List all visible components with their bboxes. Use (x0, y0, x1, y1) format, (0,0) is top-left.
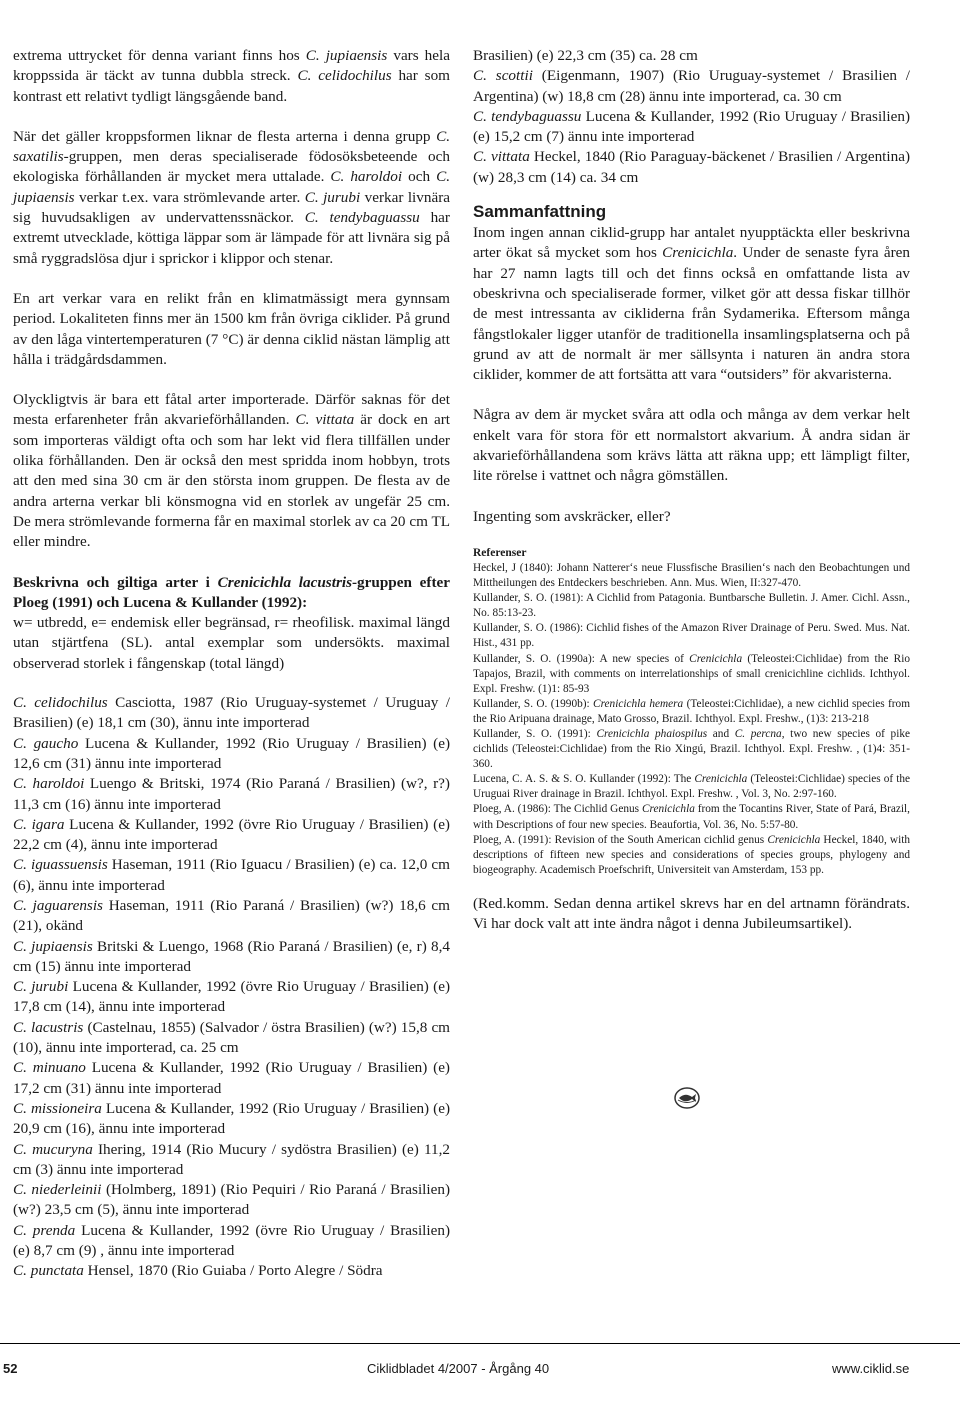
species-entry: Brasilien) (e) 22,3 cm (35) ca. 28 cm (473, 47, 698, 64)
species-entry: C. haroldoi Luengo & Britski, 1974 (Rio Paraná / Brasilien) (w?, r?) 11,3 cm (16) ännu inte importerad (13, 775, 450, 813)
species-entry: C. punctata Hensel, 1870 (Rio Guiaba / Porto Alegre / Södra (13, 1262, 383, 1280)
footer-rule (0, 1343, 960, 1344)
intro-paragraph-4: Olyckligtvis är bara ett fåtal arter importerade. Därför saknas för det mesta erfarenheter från akvarieförhållanden. C. vittata är dock en art som importeras väldigt ofta och som har lekt vid flera tillfällen under olika förhållanden. Den är också den mest spridda inom hobbyn, trots att den med sina 30 cm är den största inom gruppen. De flesta av de andra arterna verkar bli könsmogna vid en storlek av ungefär 25 cm. De mera strömlevande formerna får en maximal storlek av ca 20 cm TL eller mindre. (13, 391, 450, 551)
species-entry: C. tendybaguassu Lucena & Kullander, 1992 (Rio Uruguay / Brasilien) (e) 15,2 cm (7) ännu inte importerad (473, 107, 911, 146)
reference-entry: Kullander, S. O. (1990b): Crenicichla hemera (Teleostei:Cichlidae), a new cichlid species from the Rio Aripuana drainage, Mato Grosso, Brazil. Ichthyol. Expl. Freshw., (1)3: 213-218 (473, 697, 910, 725)
magazine-issue: Ciklidbladet 4/2007 - Årgång 40 (367, 1361, 550, 1376)
species-entry: C. iguassuensis Haseman, 1911 (Rio Iguacu / Brasilien) (e) ca. 12,0 cm (6), ännu inte importerad (13, 856, 450, 894)
species-entry: C. jupiaensis Britski & Luengo, 1968 (Rio Paraná / Brasilien) (e, r) 8,4 cm (15) ännu inte importerad (13, 937, 450, 975)
summary-paragraph-3: Ingenting som avskräcker, eller? (473, 507, 671, 525)
species-entry: C. celidochilus Casciotta, 1987 (Rio Uruguay-systemet / Uruguay / Brasilien) (e) 18,1 cm (30), ännu inte importerad (13, 694, 450, 732)
intro-paragraph-2: När det gäller kroppsformen liknar de flesta arterna i denna grupp C. saxatilis-gruppen, men deras specialiserade födosöksbeteende och ekologiska förhållanden är mycket mera uttalade. C. haroldoi och C. jupiaensis verkar t.ex. vara strömlevande arter. C. jurubi verkar livnära sig huvudsakligen av undervattenssnäckor. C. tendybaguassu har extremt utvecklade, köttiga läppar som är lämpade för att livnära sig på små ryggradslösa djur i sprickor i klippor och stenar. (13, 127, 451, 267)
species-list-continued (473, 46, 910, 188)
intro-paragraph-3: En art verkar vara en relikt från en klimatmässigt mera gynnsam period. Lokaliteten finns mer än 1500 km från övriga ciklider. På grund av den låga vintertemperaturen (7 °C) är denna ciklid nästan lämplig att hålla i trädgårdsdammen. (13, 289, 450, 368)
left-column (13, 46, 450, 1282)
summary-paragraph-2: Några av dem är mycket svåra att odla och många av dem verkar helt enkelt vara för stora för ett normalstort akvarium. Å andra sidan är akvarieförhållandena som krävs lätta att räkna upp; ett lämpligt filter, lite rörelse i vattnet och några gömställen. (473, 406, 910, 485)
summary-paragraph-1: Inom ingen annan ciklid-grupp har antalet nyupptäckta eller beskrivna arter ökat så mycket som hos Crenicichla. Under de senaste fyra åren har 27 namn lagts till och det finns också en omfattande lista av obeskrivna och specialiserade former, vilket gör att dessa fiskar tillhör de mest intressanta av cikliderna från Sydamerika. Eftersom många fångstlokaler ligger utanför de traditionella insamlingsplatserna och på grund av att de normalt är mer sällsynta i naturen än andra stora ciklider, kommer de att fortsätta att vara “outsiders” för akvaristerna. (473, 224, 911, 384)
intro-paragraph-1: extrema uttrycket för denna variant finns hos C. jupiaensis vars hela kroppssida är täckt av tunna dubbla streck. C. celidochilus har som kontrast ett relativt tydligt längsgående band. (13, 47, 450, 105)
species-list (13, 693, 450, 1282)
species-entry: C. prenda Lucena & Kullander, 1992 (övre Rio Uruguay / Brasilien) (e) 8,7 cm (9) , ännu inte importerad (13, 1221, 450, 1260)
species-entry: C. missioneira Lucena & Kullander, 1992 (Rio Uruguay / Brasilien) (e) 20,9 cm (16), ännu inte importerad (13, 1099, 450, 1138)
reference-entry: Kullander, S. O. (1986): Cichlid fishes of the Amazon River Drainage of Peru. Swed. Mus. Nat. Hist., 431 pp. (473, 622, 910, 650)
references-list (473, 561, 910, 878)
cichlid-fish-emblem-icon (674, 1087, 700, 1109)
species-entry: C. jurubi Lucena & Kullander, 1992 (övre Rio Uruguay / Brasilien) (e) 17,8 cm (14), ännu inte importerad (13, 978, 450, 1016)
editor-note: (Red.komm. Sedan denna artikel skrevs har en del artnamn förändrats. Vi har dock valt att inte ändra något i denna Jubileumsartikel). (473, 894, 910, 933)
species-entry: C. scottii (Eigenmann, 1907) (Rio Uruguay-systemet / Brasilien / Argentina) (w) 18,8 cm (28) ännu inte importerad, ca. 30 cm (473, 67, 910, 105)
species-list-legend: w= utbredd, e= endemisk eller begränsad, r= rheofilisk. maximal längd utan stjärtfena (SL). antal exemplar som undersökts. maximal observerad storlek i fångenskap (total längd) (13, 614, 450, 672)
page-number: 52 (3, 1361, 18, 1376)
reference-entry: Lucena, C. A. S. & S. O. Kullander (1992): The Crenicichla (Teleostei:Cichlidae) species of the Uruguai River drainage in Brazil. Ichthyol. Expl. Freshw. , Vol. 3, No. 2:97-160. (473, 773, 911, 801)
species-entry: C. vittata Heckel, 1840 (Rio Paraguay-bäckenet / Brasilien / Argentina) (w) 28,3 cm (14) ca. 34 cm (473, 148, 911, 186)
reference-entry: Ploeg, A. (1986): The Cichlid Genus Crenicichla from the Tocantins River, State of Pará, Brazil, with Descriptions of four new species. Beaufortia, Vol. 36, No. 5:57-80. (473, 803, 910, 831)
references-heading: Referenser (473, 546, 527, 559)
species-entry: C. gaucho Lucena & Kullander, 1992 (Rio Uruguay / Brasilien) (e) 12,6 cm (31) ännu inte importerad (13, 734, 451, 772)
reference-entry: Kullander, S. O. (1990a): A new species of Crenicichla (Teleostei:Cichlidae) from the Rio Tapajos, Brazil, with comments on interrelationships of small crenicichline cichlids. Ichthyol. Expl. Freshw. (1)1: 85-93 (473, 652, 910, 695)
species-entry: C. lacustris (Castelnau, 1855) (Salvador / östra Brasilien) (w?) 15,8 cm (10), ännu inte importerad, ca. 25 cm (13, 1018, 450, 1057)
reference-entry: Heckel, J (1840): Johann Natterer‘s neue Flussfische Brasilien‘s nach den Beobachtungen und Mittheilungen des Entdeckers beschrieben. Ann. Mus. Wien, II:327-470. (473, 561, 910, 590)
species-entry: C. jaguarensis Haseman, 1911 (Rio Paraná / Brasilien) (w?) 18,6 cm (21), okänd (13, 896, 450, 935)
reference-entry: Kullander, S. O. (1991): Crenicichla phaiospilus and C. percna, two new species of pike cichlids (Teleostei:Cichlidae) from the Rio Xingú, Brazil. Ichthyol. Expl. Freshw. , (1)4: 351-360. (473, 727, 911, 771)
reference-entry: Ploeg, A. (1991): Revision of the South American cichlid genus Crenicichla Heckel, 1840, with descriptions of fifteen new species and considerations of species groups, phylogeny and biogeography. Academisch Proefschrift, Universiteit van Amsterdam, 153 pp. (473, 833, 911, 876)
website-link[interactable]: www.ciklid.se (832, 1361, 910, 1376)
species-entry: C. niederleinii (Holmberg, 1891) (Rio Pequiri / Rio Paraná / Brasilien) (w?) 23,5 cm (5), ännu inte importerad (13, 1181, 450, 1219)
reference-entry: Kullander, S. O. (1981): A Cichlid from Patagonia. Buntbarsche Bulletin. J. Amer. Cichl. Assn., No. 85:13-23. (473, 592, 910, 620)
species-entry: C. igara Lucena & Kullander, 1992 (övre Rio Uruguay / Brasilien) (e) 22,2 cm (4), ännu inte importerad (13, 815, 450, 854)
species-list-heading: Beskrivna och giltiga arter i Crenicichla lacustris-gruppen efter Ploeg (1991) och Lucena & Kullander (1992): (13, 573, 450, 611)
species-entry: C. mucuryna Ihering, 1914 (Rio Mucury / sydöstra Brasilien) (e) 11,2 cm (3) ännu inte importerad (13, 1140, 450, 1178)
species-entry: C. minuano Lucena & Kullander, 1992 (Rio Uruguay / Brasilien) (e) 17,2 cm (31) ännu inte importerad (13, 1059, 450, 1097)
summary-heading: Sammanfattning (473, 202, 607, 222)
right-column (473, 46, 910, 935)
